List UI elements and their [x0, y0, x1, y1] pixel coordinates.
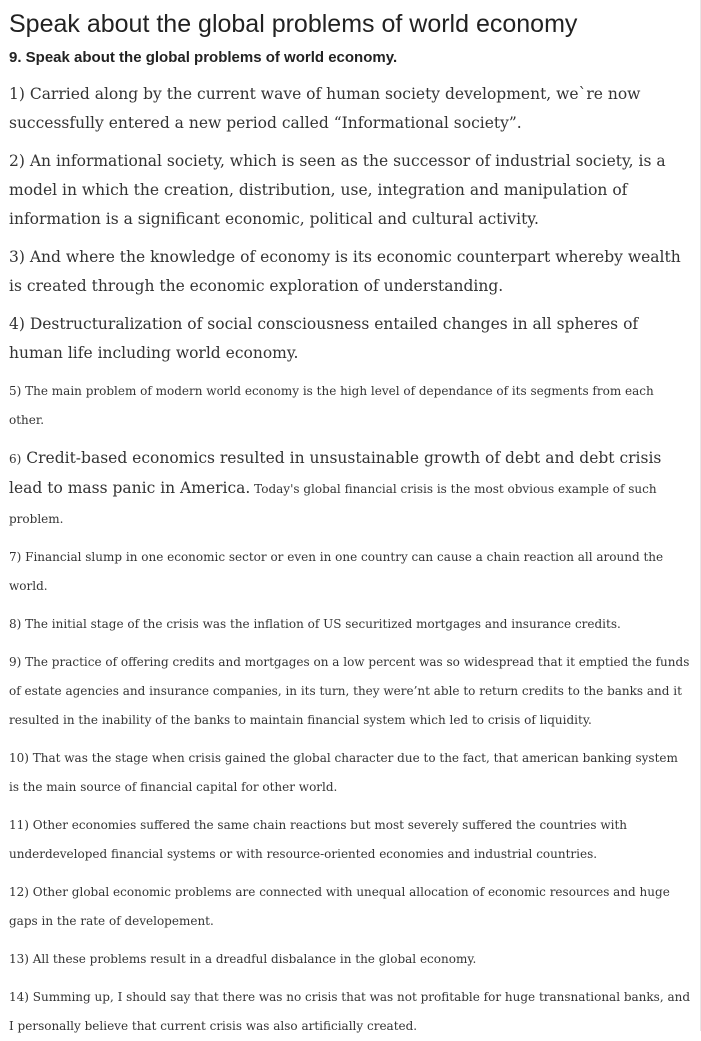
paragraph-10: 10) That was the stage when crisis gained the global character due to the fact, that american banking system is the main source of financial capital for other world.	[9, 751, 678, 794]
paragraph-6-number: 6)	[9, 452, 22, 466]
paragraph-4: 4) Destructuralization of social consciousness entailed changes in all spheres of human life including world economy.	[9, 315, 639, 362]
paragraph-8: 8) The initial stage of the crisis was the inflation of US securitized mortgages and insurance credits.	[9, 617, 621, 631]
paragraph-12: 12) Other global economic problems are connected with unequal allocation of economic resources and huge gaps in the rate of developement.	[9, 885, 670, 928]
paragraph-14: 14) Summing up, I should say that there was no crisis that was not profitable for huge transnational banks, and I personally believe that current crisis was also artificially created.	[9, 990, 691, 1033]
paragraph-6	[9, 444, 691, 534]
paragraph-7: 7) Financial slump in one economic sector or even in one country can cause a chain reaction all around the world.	[9, 550, 664, 593]
paragraph-6-main: Credit-based economics resulted in unsustainable growth of debt and debt crisis lead to mass panic in America.	[9, 449, 662, 497]
paragraph-1: 1) Carried along by the current wave of human society development, we`re now successfully entered a new period called “Informational society”.	[9, 85, 641, 132]
paragraph-2: 2) An informational society, which is seen as the successor of industrial society, is a model in which the creation, distribution, use, integration and manipulation of information is a significant economic, political and cultural activity.	[9, 152, 666, 228]
paragraph-3: 3) And where the knowledge of economy is its economic counterpart whereby wealth is created through the economic exploration of understanding.	[9, 248, 681, 295]
paragraph-13: 13) All these problems result in a dreadful disbalance in the global economy.	[9, 952, 477, 966]
paragraph-6-tail: Today's global financial crisis is the most obvious example of such problem.	[9, 482, 657, 526]
paragraph-9: 9) The practice of offering credits and mortgages on a low percent was so widespread that it emptied the funds of estate agencies and insurance companies, in its turn, they were’nt able to return credits to the banks and it resulted in the inability of the banks to maintain financial system which led to crisis of liquidity.	[9, 655, 690, 727]
paragraph-5: 5) The main problem of modern world economy is the high level of dependance of its segments from each other.	[9, 384, 654, 427]
paragraph-11: 11) Other economies suffered the same chain reactions but most severely suffered the countries with underdeveloped financial systems or with resource-oriented economies and industrial countries.	[9, 818, 628, 861]
page-title: Speak about the global problems of world economy	[9, 10, 578, 38]
question-heading: 9. Speak about the global problems of world economy.	[9, 49, 398, 66]
